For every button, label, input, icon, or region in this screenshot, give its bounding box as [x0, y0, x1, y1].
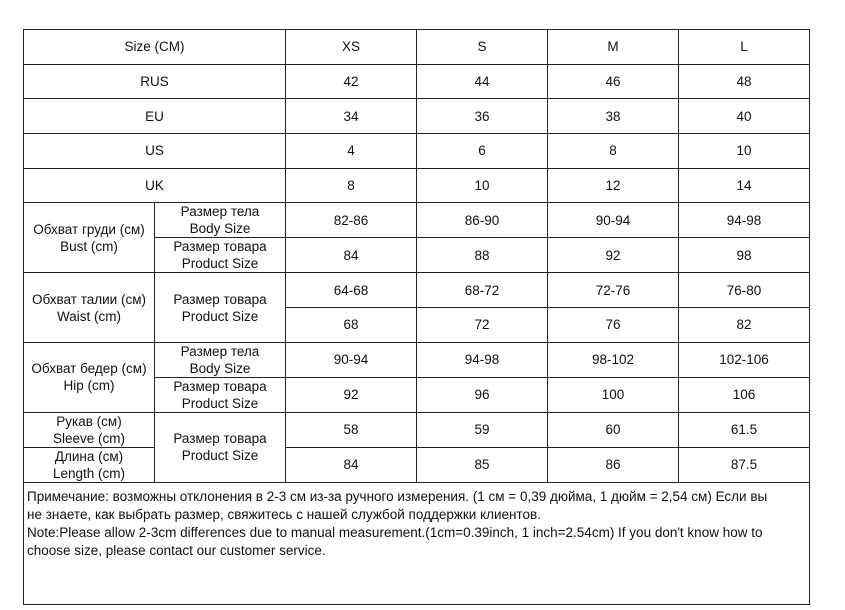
cell-value: 60	[548, 412, 679, 447]
cell-value: 72	[417, 308, 548, 343]
cell-value: 12	[548, 168, 679, 203]
row-label: EU	[24, 99, 286, 134]
cell-value: 59	[417, 412, 548, 447]
row-label: US	[24, 134, 286, 169]
cell-value: 76-80	[679, 273, 810, 308]
table-row-waist-1	[24, 273, 810, 308]
hip-label-en: Hip (cm)	[63, 378, 115, 394]
cell-value: 86	[548, 447, 679, 482]
size-header-l: L	[679, 30, 810, 65]
cell-value: 46	[548, 64, 679, 99]
cell-value: 64-68	[286, 273, 417, 308]
hip-label	[24, 342, 155, 412]
cell-value: 8	[548, 134, 679, 169]
cell-value: 14	[679, 168, 810, 203]
cell-value: 44	[417, 64, 548, 99]
waist-label-en: Waist (cm)	[57, 308, 121, 324]
cell-value: 84	[286, 447, 417, 482]
note-ru-line-1: Примечание: возможны отклонения в 2-3 см из-за ручного измерения. (1 см = 0,39 дюйма, 1 дюйм = 2,54 см) Если вы	[27, 488, 768, 504]
cell-value: 82-86	[286, 203, 417, 238]
cell-value: 58	[286, 412, 417, 447]
bust-label-en: Bust (cm)	[60, 238, 118, 254]
body-size-label	[155, 203, 286, 238]
cell-value: 8	[286, 168, 417, 203]
size-chart-table	[23, 29, 810, 605]
product-size-label	[155, 377, 286, 412]
note-en-line-1: Note:Please allow 2-3cm differences due to manual measurement.(1cm=0.39inch, 1 inch=2.54cm) If you don't know how to	[27, 524, 763, 540]
cell-value: 88	[417, 238, 548, 273]
sleeve-label	[24, 412, 155, 447]
cell-value: 6	[417, 134, 548, 169]
cell-value: 94-98	[417, 342, 548, 377]
product-size-label-en: Product Size	[181, 256, 259, 272]
sleeve-label-ru: Рукав (см)	[56, 413, 122, 429]
product-size-label-en: Product Size	[181, 308, 259, 324]
note-row	[24, 482, 810, 604]
size-header-label: Size (CM)	[24, 30, 286, 65]
size-header-m: M	[548, 30, 679, 65]
product-size-label	[155, 412, 286, 482]
table-row-length	[24, 447, 810, 482]
product-size-label-ru: Размер товара	[173, 239, 267, 255]
row-label: RUS	[24, 64, 286, 99]
size-header-s: S	[417, 30, 548, 65]
body-size-label	[155, 342, 286, 377]
length-label-ru: Длина (см)	[54, 448, 124, 464]
table-row-sleeve	[24, 412, 810, 447]
hip-label-ru: Обхват бедер (см)	[31, 361, 147, 377]
cell-value: 36	[417, 99, 548, 134]
cell-value: 84	[286, 238, 417, 273]
cell-value: 90-94	[548, 203, 679, 238]
table-row-uk	[24, 168, 810, 203]
body-size-label-en: Body Size	[189, 221, 251, 237]
cell-value: 42	[286, 64, 417, 99]
cell-value: 87.5	[679, 447, 810, 482]
cell-value: 76	[548, 308, 679, 343]
waist-label	[24, 273, 155, 342]
table-row-hip-body	[24, 342, 810, 377]
cell-value: 92	[286, 377, 417, 412]
cell-value: 72-76	[548, 273, 679, 308]
row-label: UK	[24, 168, 286, 203]
note-ru-line-2: не знаете, как выбрать размер, свяжитесь с нашей службой поддержки клиентов.	[27, 506, 541, 522]
bust-label-ru: Обхват груди (см)	[33, 221, 145, 237]
product-size-label	[155, 238, 286, 273]
cell-value: 86-90	[417, 203, 548, 238]
cell-value: 96	[417, 377, 548, 412]
body-size-label-ru: Размер тела	[180, 343, 260, 359]
cell-value: 38	[548, 99, 679, 134]
sleeve-label-en: Sleeve (cm)	[52, 430, 125, 446]
cell-value: 4	[286, 134, 417, 169]
table-row-us	[24, 134, 810, 169]
product-size-label	[155, 273, 286, 342]
size-header-xs: XS	[286, 30, 417, 65]
cell-value: 82	[679, 308, 810, 343]
cell-value: 100	[548, 377, 679, 412]
body-size-label-en: Body Size	[189, 360, 251, 376]
product-size-label-ru: Размер товара	[173, 431, 267, 447]
table-row-bust-body	[24, 203, 810, 238]
product-size-label-en: Product Size	[181, 448, 259, 464]
cell-value: 92	[548, 238, 679, 273]
cell-value: 10	[679, 134, 810, 169]
cell-value: 85	[417, 447, 548, 482]
cell-value: 48	[679, 64, 810, 99]
cell-value: 34	[286, 99, 417, 134]
cell-value: 102-106	[679, 342, 810, 377]
cell-value: 98-102	[548, 342, 679, 377]
note-en-line-2: choose size, please contact our customer service.	[27, 542, 326, 558]
body-size-label-ru: Размер тела	[180, 204, 260, 220]
cell-value: 61.5	[679, 412, 810, 447]
header-row	[24, 30, 810, 65]
product-size-label-ru: Размер товара	[173, 378, 267, 394]
bust-label	[24, 203, 155, 273]
waist-label-ru: Обхват талии (см)	[32, 291, 146, 307]
cell-value: 106	[679, 377, 810, 412]
product-size-label-ru: Размер товара	[173, 291, 267, 307]
cell-value: 10	[417, 168, 548, 203]
cell-value: 40	[679, 99, 810, 134]
cell-value: 68-72	[417, 273, 548, 308]
product-size-label-en: Product Size	[181, 395, 259, 411]
cell-value: 90-94	[286, 342, 417, 377]
cell-value: 98	[679, 238, 810, 273]
length-label-en: Length (cm)	[52, 465, 126, 481]
cell-value: 94-98	[679, 203, 810, 238]
note-cell	[24, 482, 810, 604]
length-label	[24, 447, 155, 482]
table-row-rus	[24, 64, 810, 99]
table-row-eu	[24, 99, 810, 134]
cell-value: 68	[286, 308, 417, 343]
